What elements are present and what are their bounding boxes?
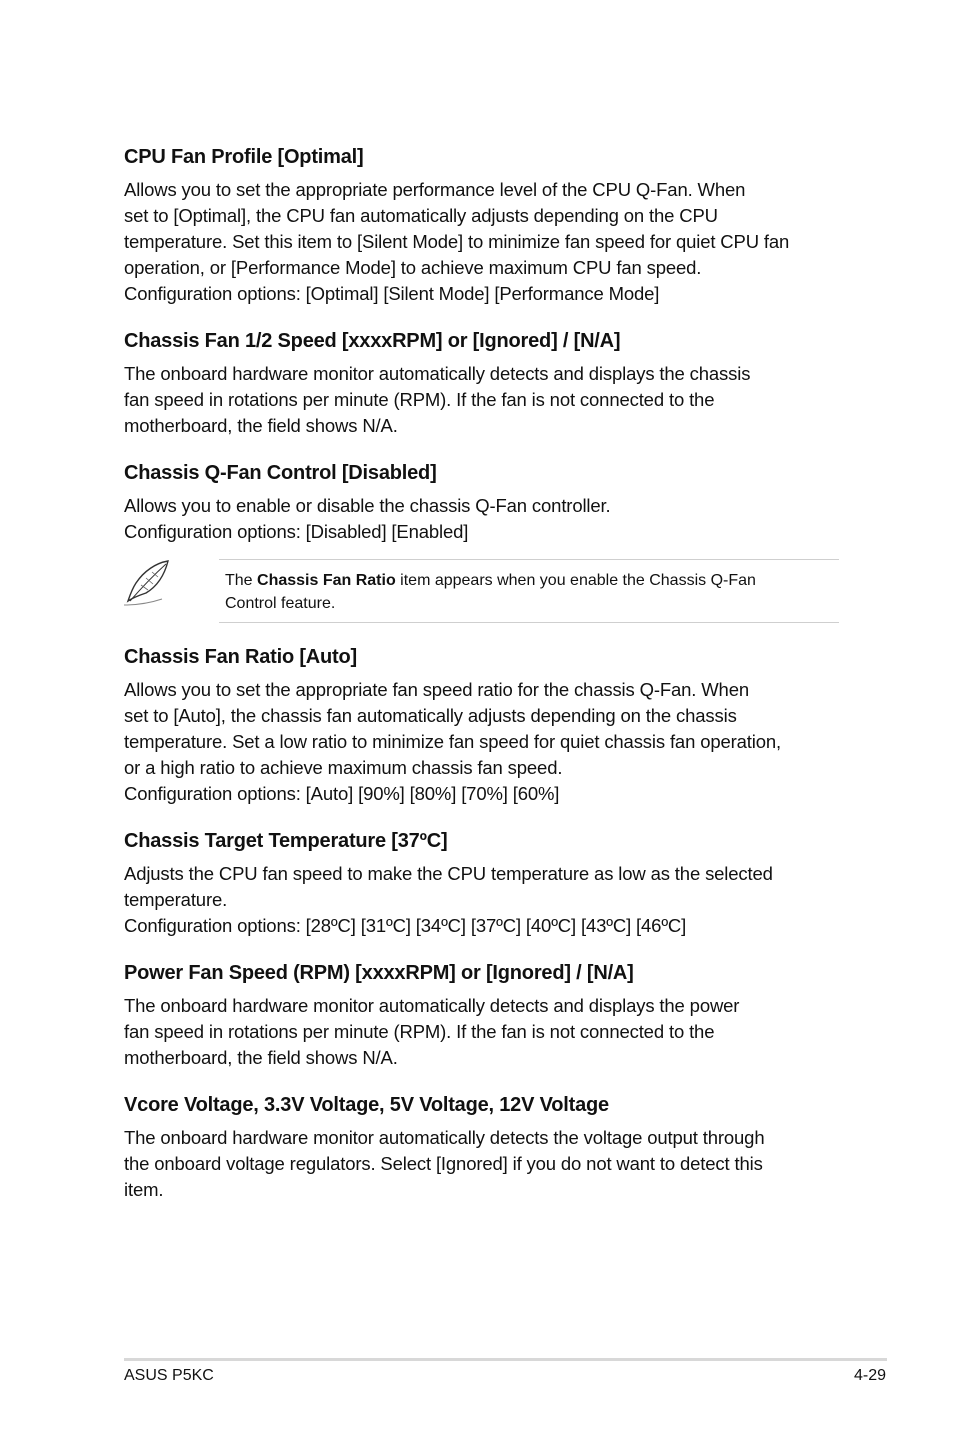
body-line: Allows you to enable or disable the chassis Q-Fan controller.	[124, 495, 611, 516]
body-line: Configuration options: [28ºC] [31ºC] [34ºC] [37ºC] [40ºC] [43ºC] [46ºC]	[124, 915, 687, 936]
section-body	[124, 493, 840, 545]
body-line: fan speed in rotations per minute (RPM). If the fan is not connected to the	[124, 389, 715, 410]
footer-divider	[124, 1358, 887, 1361]
section-chassis-fan-speed	[124, 327, 840, 439]
body-line: motherboard, the field shows N/A.	[124, 415, 398, 436]
section-body	[124, 1125, 840, 1203]
section-body	[124, 677, 840, 807]
note-bold-term: Chassis Fan Ratio	[257, 572, 396, 589]
note-suffix: item appears when you enable the Chassis Q-Fan	[395, 572, 756, 589]
note-line: Control feature.	[225, 595, 336, 612]
section-chassis-qfan-control	[124, 459, 840, 545]
body-line: Allows you to set the appropriate performance level of the CPU Q-Fan. When	[124, 179, 746, 200]
body-line: set to [Optimal], the CPU fan automatically adjusts depending on the CPU	[124, 205, 718, 226]
note-line	[225, 569, 756, 592]
section-heading: Chassis Target Temperature [37ºC]	[124, 830, 448, 852]
body-line: temperature.	[124, 889, 228, 910]
section-chassis-fan-ratio	[124, 643, 840, 807]
body-line: Configuration options: [Optimal] [Silent Mode] [Performance Mode]	[124, 283, 660, 304]
footer-page-number: 4-29	[853, 1367, 886, 1384]
body-line: item.	[124, 1179, 164, 1200]
section-power-fan-speed	[124, 959, 840, 1071]
body-line: Allows you to set the appropriate fan speed ratio for the chassis Q-Fan. When	[124, 679, 749, 700]
section-voltages	[124, 1091, 840, 1203]
section-heading: Chassis Fan Ratio [Auto]	[124, 646, 357, 668]
section-heading: Chassis Q-Fan Control [Disabled]	[124, 462, 437, 484]
feather-pen-icon	[122, 559, 174, 607]
body-line: Configuration options: [Auto] [90%] [80%] [70%] [60%]	[124, 783, 560, 804]
body-line: set to [Auto], the chassis fan automatically adjusts depending on the chassis	[124, 705, 737, 726]
body-line: operation, or [Performance Mode] to achieve maximum CPU fan speed.	[124, 257, 702, 278]
body-line: or a high ratio to achieve maximum chassis fan speed.	[124, 757, 563, 778]
body-line: The onboard hardware monitor automatically detects and displays the power	[124, 995, 740, 1016]
body-line: fan speed in rotations per minute (RPM). If the fan is not connected to the	[124, 1021, 715, 1042]
body-line: the onboard voltage regulators. Select [Ignored] if you do not want to detect this	[124, 1153, 763, 1174]
section-heading: Chassis Fan 1/2 Speed [xxxxRPM] or [Ignored] / [N/A]	[124, 330, 621, 352]
note-box	[219, 559, 839, 623]
manual-content	[124, 143, 840, 1223]
note-prefix: The	[225, 572, 258, 589]
body-line: motherboard, the field shows N/A.	[124, 1047, 398, 1068]
note-callout	[124, 559, 840, 623]
footer-product-name: ASUS P5KC	[124, 1367, 214, 1384]
section-body	[124, 861, 840, 939]
body-line: The onboard hardware monitor automatically detects the voltage output through	[124, 1127, 765, 1148]
note-text	[225, 569, 756, 615]
body-line: temperature. Set a low ratio to minimize fan speed for quiet chassis fan operation,	[124, 731, 781, 752]
body-line: The onboard hardware monitor automatically detects and displays the chassis	[124, 363, 751, 384]
section-body	[124, 177, 840, 307]
section-chassis-target-temperature	[124, 827, 840, 939]
section-heading: CPU Fan Profile [Optimal]	[124, 146, 364, 168]
section-body	[124, 993, 840, 1071]
body-line: temperature. Set this item to [Silent Mode] to minimize fan speed for quiet CPU fan	[124, 231, 790, 252]
section-heading: Power Fan Speed (RPM) [xxxxRPM] or [Ignored] / [N/A]	[124, 962, 634, 984]
section-heading: Vcore Voltage, 3.3V Voltage, 5V Voltage, 12V Voltage	[124, 1094, 609, 1116]
body-line: Adjusts the CPU fan speed to make the CPU temperature as low as the selected	[124, 863, 773, 884]
section-body	[124, 361, 840, 439]
section-cpu-fan-profile	[124, 143, 840, 307]
body-line: Configuration options: [Disabled] [Enabled]	[124, 521, 469, 542]
